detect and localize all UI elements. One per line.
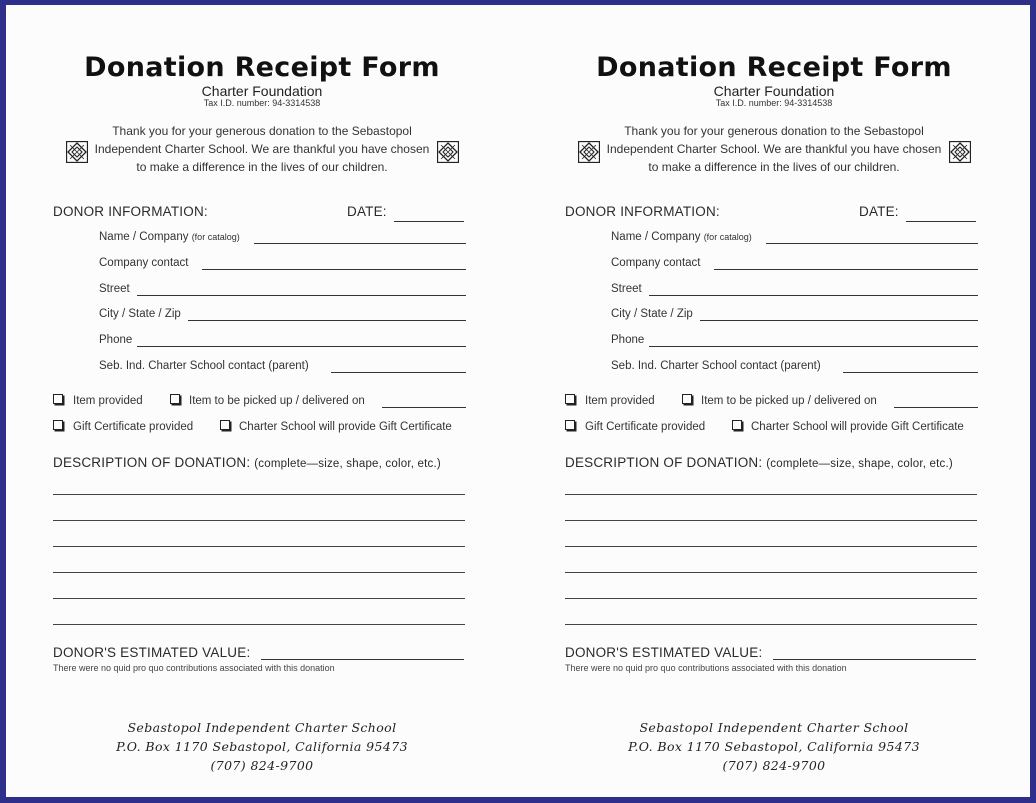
thank-you-message: Thank you for your generous donation to the Sebastopol Independent Charter School. We are thankful you have chosen to make a difference in the lives of our children. xyxy=(94,124,430,174)
footer-school-name: Sebastopol Independent Charter School xyxy=(127,720,397,735)
city-state-zip-label: City / State / Zip xyxy=(611,308,693,320)
pickup-date-field[interactable] xyxy=(382,407,466,408)
quid-pro-quo-note: There were no quid pro quo contributions associated with this donation xyxy=(53,663,335,673)
page xyxy=(6,5,1030,797)
form-subtitle: Charter Foundation xyxy=(201,83,323,99)
company-contact-label: Company contact xyxy=(99,257,189,269)
date-field[interactable] xyxy=(906,221,976,222)
donor-info-heading: DONOR INFORMATION: xyxy=(565,204,720,219)
description-line[interactable] xyxy=(565,572,977,573)
company-contact-label: Company contact xyxy=(611,257,701,269)
receipt-form-right xyxy=(518,5,1030,797)
description-line[interactable] xyxy=(53,494,465,495)
date-label: DATE: xyxy=(347,204,387,219)
description-line[interactable] xyxy=(53,624,465,625)
name-company-label: Name / Company (for catalog) xyxy=(611,231,752,243)
gift-certificate-checkbox[interactable] xyxy=(53,420,63,430)
pickup-checkbox[interactable] xyxy=(170,394,180,404)
description-line[interactable] xyxy=(53,546,465,547)
estimated-value-label: DONOR'S ESTIMATED VALUE: xyxy=(53,645,251,660)
date-label: DATE: xyxy=(859,204,899,219)
tax-id: Tax I.D. number: 94-3314538 xyxy=(715,98,833,108)
estimated-value-field[interactable] xyxy=(261,659,464,660)
parent-contact-label: Seb. Ind. Charter School contact (parent) xyxy=(611,360,821,372)
quid-pro-quo-note: There were no quid pro quo contributions associated with this donation xyxy=(565,663,847,673)
item-provided-checkbox[interactable] xyxy=(565,394,575,404)
form-subtitle: Charter Foundation xyxy=(713,83,835,99)
school-certificate-label: Charter School will provide Gift Certificate xyxy=(751,421,964,433)
gift-certificate-label: Gift Certificate provided xyxy=(73,421,194,433)
pickup-checkbox[interactable] xyxy=(682,394,692,404)
item-provided-label: Item provided xyxy=(73,395,143,407)
description-line[interactable] xyxy=(565,598,977,599)
description-line[interactable] xyxy=(53,520,465,521)
name-company-field[interactable] xyxy=(254,243,466,244)
street-label: Street xyxy=(611,283,642,295)
phone-field[interactable] xyxy=(137,346,466,347)
street-field[interactable] xyxy=(137,295,466,296)
item-provided-label: Item provided xyxy=(585,395,655,407)
pickup-date-field[interactable] xyxy=(894,407,978,408)
celtic-knot-icon xyxy=(437,141,459,163)
description-heading: DESCRIPTION OF DONATION: (complete—size, shape, color, etc.) xyxy=(565,455,953,470)
description-line[interactable] xyxy=(565,546,977,547)
pickup-label: Item to be picked up / delivered on xyxy=(701,395,877,407)
phone-field[interactable] xyxy=(649,346,978,347)
pickup-label: Item to be picked up / delivered on xyxy=(189,395,365,407)
description-line[interactable] xyxy=(53,598,465,599)
footer-address: P.O. Box 1170 Sebastopol, California 95473 xyxy=(116,739,408,754)
street-label: Street xyxy=(99,283,130,295)
estimated-value-label: DONOR'S ESTIMATED VALUE: xyxy=(565,645,763,660)
footer-phone: (707) 824-9700 xyxy=(210,758,314,773)
company-contact-field[interactable] xyxy=(714,269,978,270)
description-line[interactable] xyxy=(565,624,977,625)
school-certificate-checkbox[interactable] xyxy=(732,420,742,430)
celtic-knot-icon xyxy=(949,141,971,163)
estimated-value-field[interactable] xyxy=(773,659,976,660)
company-contact-field[interactable] xyxy=(202,269,466,270)
tax-id: Tax I.D. number: 94-3314538 xyxy=(203,98,321,108)
item-provided-checkbox[interactable] xyxy=(53,394,63,404)
celtic-knot-icon xyxy=(66,141,88,163)
gift-certificate-checkbox[interactable] xyxy=(565,420,575,430)
phone-label: Phone xyxy=(99,334,133,346)
city-state-zip-field[interactable] xyxy=(700,320,978,321)
city-state-zip-label: City / State / Zip xyxy=(99,308,181,320)
gift-certificate-label: Gift Certificate provided xyxy=(585,421,706,433)
school-certificate-label: Charter School will provide Gift Certificate xyxy=(239,421,452,433)
name-company-field[interactable] xyxy=(766,243,978,244)
description-line[interactable] xyxy=(565,494,977,495)
footer-phone: (707) 824-9700 xyxy=(722,758,826,773)
city-state-zip-field[interactable] xyxy=(188,320,466,321)
parent-contact-label: Seb. Ind. Charter School contact (parent) xyxy=(99,360,309,372)
footer-school-name: Sebastopol Independent Charter School xyxy=(639,720,909,735)
school-certificate-checkbox[interactable] xyxy=(220,420,230,430)
donor-info-heading: DONOR INFORMATION: xyxy=(53,204,208,219)
parent-contact-field[interactable] xyxy=(331,372,466,373)
thank-you-message: Thank you for your generous donation to the Sebastopol Independent Charter School. We are thankful you have chosen to make a difference in the lives of our children. xyxy=(606,124,942,174)
name-company-label: Name / Company (for catalog) xyxy=(99,231,240,243)
form-title: Donation Receipt Form xyxy=(84,52,440,83)
description-line[interactable] xyxy=(53,572,465,573)
celtic-knot-icon xyxy=(578,141,600,163)
receipt-form-left xyxy=(6,5,518,797)
form-title: Donation Receipt Form xyxy=(596,52,952,83)
phone-label: Phone xyxy=(611,334,645,346)
footer-address: P.O. Box 1170 Sebastopol, California 95473 xyxy=(628,739,920,754)
description-heading: DESCRIPTION OF DONATION: (complete—size, shape, color, etc.) xyxy=(53,455,441,470)
street-field[interactable] xyxy=(649,295,978,296)
parent-contact-field[interactable] xyxy=(843,372,978,373)
date-field[interactable] xyxy=(394,221,464,222)
description-line[interactable] xyxy=(565,520,977,521)
